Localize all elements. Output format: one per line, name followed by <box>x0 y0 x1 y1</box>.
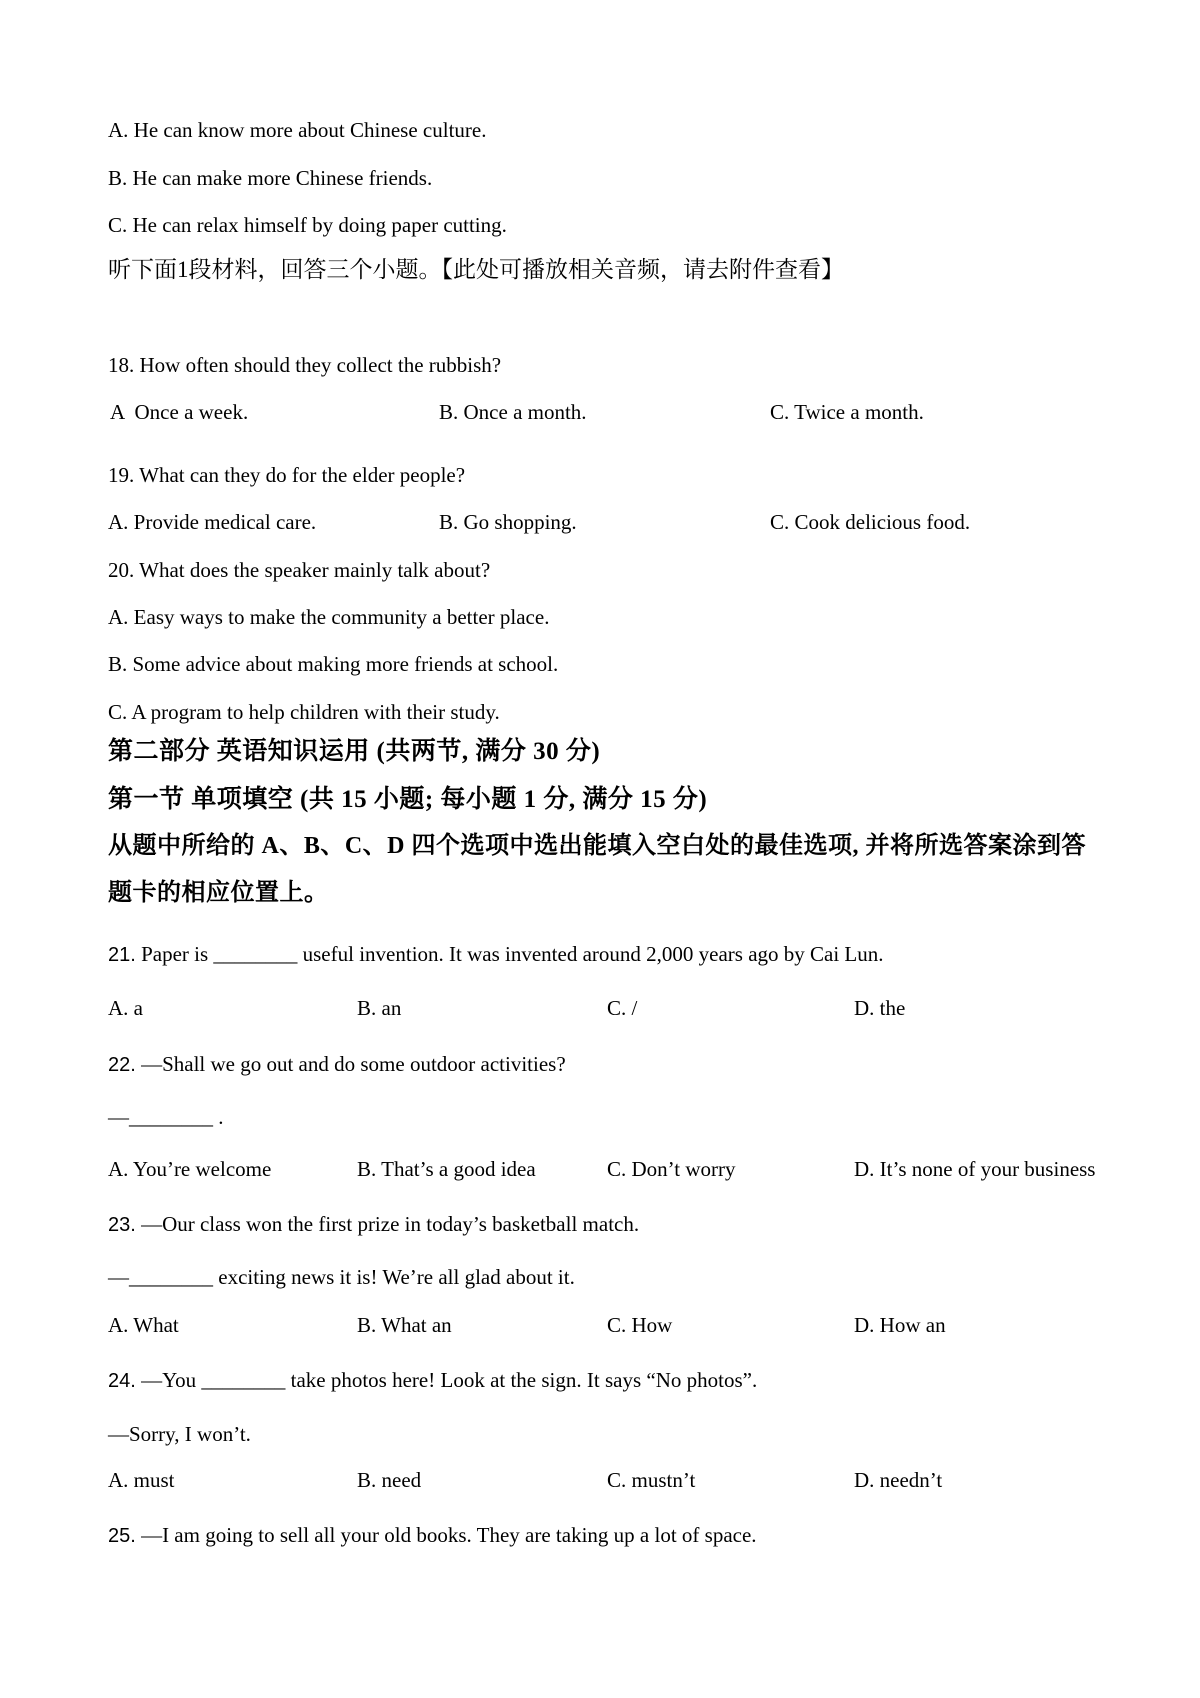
answer-option: C. Twice a month. <box>770 400 924 424</box>
instruction-text-line1: 从题中所给的 A、B、C、D 四个选项中选出能填入空白处的最佳选项, 并将所选答案涂到答 <box>108 833 1087 859</box>
question-number: 24. <box>108 1370 136 1392</box>
question-text: —Our class won the first prize in today’s basketball match. <box>135 1212 640 1236</box>
answer-option: C. Cook delicious food. <box>770 510 971 534</box>
answer-option: B. Once a month. <box>439 400 587 424</box>
answer-option: B. What an <box>357 1313 452 1337</box>
answer-option: D. It’s none of your business <box>854 1157 1096 1181</box>
question-stem <box>108 1522 757 1549</box>
options-row <box>108 996 1168 1026</box>
question-number: 21. <box>108 944 136 966</box>
answer-option: A. Easy ways to make the community a better place. <box>108 605 550 629</box>
question-text: —You ________ take photos here! Look at the sign. It says “No photos”. <box>135 1368 758 1392</box>
answer-option: A. He can know more about Chinese culture. <box>108 118 487 142</box>
answer-option: A Once a week. <box>110 400 249 424</box>
question-stem <box>108 1211 639 1238</box>
answer-option: C. mustn’t <box>607 1468 696 1492</box>
question-text: —Shall we go out and do some outdoor activities? <box>135 1052 566 1076</box>
answer-option: A. must <box>108 1468 175 1492</box>
reply-line: —________ exciting news it is! We’re all glad about it. <box>108 1265 575 1289</box>
reply-line: —Sorry, I won’t. <box>108 1422 251 1446</box>
reply-line: —________ . <box>108 1105 224 1129</box>
question-number: 22. <box>108 1054 136 1076</box>
answer-option: B. Go shopping. <box>439 510 577 534</box>
answer-option: A. Provide medical care. <box>108 510 317 534</box>
answer-option: B. Some advice about making more friends at school. <box>108 652 559 676</box>
question-stem: 20. What does the speaker mainly talk about? <box>108 558 491 582</box>
question-text: —I am going to sell all your old books. They are taking up a lot of space. <box>135 1523 757 1547</box>
answer-option: C. He can relax himself by doing paper cutting. <box>108 213 507 237</box>
answer-option: C. A program to help children with their study. <box>108 700 500 724</box>
question-number: 25. <box>108 1525 136 1547</box>
answer-option: C. Don’t worry <box>607 1157 736 1181</box>
answer-option: B. an <box>357 996 402 1020</box>
answer-option: A. You’re welcome <box>108 1157 272 1181</box>
answer-option: B. need <box>357 1468 422 1492</box>
options-row <box>108 400 1168 430</box>
question-stem: 18. How often should they collect the rubbish? <box>108 353 502 377</box>
question-stem <box>108 1367 757 1394</box>
answer-option: A. What <box>108 1313 179 1337</box>
answer-option: D. How an <box>854 1313 946 1337</box>
question-number: 23. <box>108 1214 136 1236</box>
instruction-text-line2: 题卡的相应位置上。 <box>108 880 329 906</box>
section1-heading: 第一节 单项填空 (共 15 小题; 每小题 1 分, 满分 15 分) <box>108 786 708 813</box>
answer-option: C. / <box>607 996 638 1020</box>
question-stem: 19. What can they do for the elder people? <box>108 463 466 487</box>
question-stem <box>108 1051 566 1078</box>
listening-instruction: 听下面1段材料，回答三个小题。【此处可播放相关音频，请去附件查看】 <box>108 257 844 282</box>
answer-option: B. That’s a good idea <box>357 1157 536 1181</box>
answer-option: B. He can make more Chinese friends. <box>108 166 433 190</box>
options-row <box>108 1157 1168 1187</box>
part2-heading: 第二部分 英语知识运用 (共两节, 满分 30 分) <box>108 738 601 765</box>
answer-option: A. a <box>108 996 143 1020</box>
question-stem <box>108 941 884 968</box>
answer-option: C. How <box>607 1313 673 1337</box>
question-text: Paper is ________ useful invention. It was invented around 2,000 years ago by Cai Lun. <box>135 942 884 966</box>
options-row <box>108 1468 1168 1498</box>
answer-option: D. needn’t <box>854 1468 943 1492</box>
options-row <box>108 1313 1168 1343</box>
answer-option: D. the <box>854 996 906 1020</box>
options-row <box>108 510 1168 540</box>
